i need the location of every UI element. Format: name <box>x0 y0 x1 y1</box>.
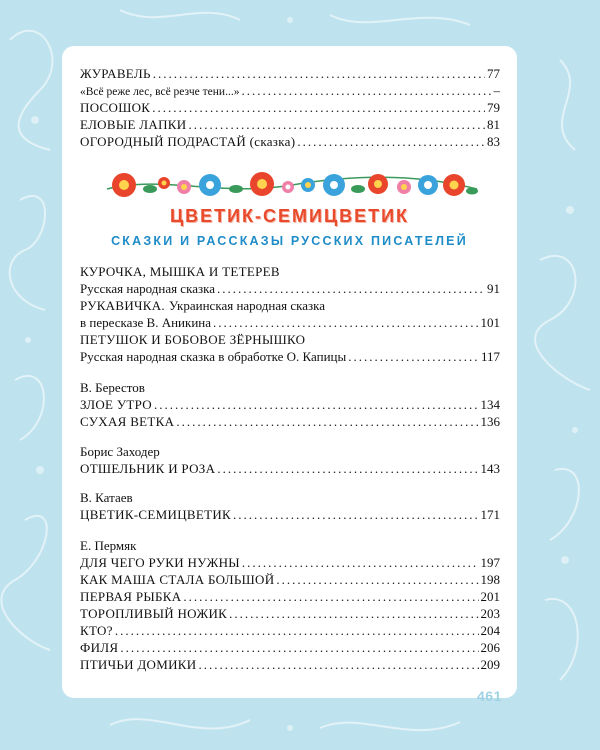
entry-page: 91 <box>487 281 500 296</box>
entry-page: 206 <box>480 640 500 655</box>
entry-title: ЕЛОВЫЕ ЛАПКИ <box>80 117 187 132</box>
toc-author-kataev <box>80 490 500 524</box>
page-number: 461 <box>477 688 502 704</box>
leader-dots <box>229 606 478 622</box>
entry-title: ПТИЧЬИ ДОМИКИ <box>80 657 197 672</box>
entry-page: 83 <box>487 134 500 149</box>
entry-subtitle: в пересказе В. Аникина <box>80 315 211 330</box>
entry-title: ЖУРАВЕЛЬ <box>80 66 151 81</box>
entry-title: ОГОРОДНЫЙ ПОДРАСТАЙ (сказка) <box>80 134 296 149</box>
leader-dots <box>198 657 478 673</box>
section-title: ЦВЕТИК-СЕМИЦВЕТИК <box>169 206 410 226</box>
entry-title: ТОРОПЛИВЫЙ НОЖИК <box>80 606 228 621</box>
entry-subtitle: Русская народная сказка в обработке О. Капицы <box>80 349 347 364</box>
leader-dots <box>188 117 485 133</box>
toc-entry[interactable] <box>80 572 500 589</box>
entry-title: ЦВЕТИК-СЕМИЦВЕТИК <box>80 507 231 522</box>
leader-dots <box>297 134 485 150</box>
toc-entry[interactable] <box>80 507 500 524</box>
entry-page: 117 <box>480 349 500 364</box>
leader-dots <box>213 315 479 331</box>
leader-dots <box>120 640 478 656</box>
leader-dots <box>276 572 478 588</box>
entry-page: 203 <box>480 606 500 621</box>
entry-page: 143 <box>480 461 500 476</box>
leader-dots <box>233 507 479 523</box>
toc-folk-tales <box>80 264 500 366</box>
entry-page: 171 <box>480 507 500 522</box>
leader-dots <box>176 414 478 430</box>
toc-entry-title[interactable] <box>80 332 500 349</box>
entry-note: Украинская народная сказка <box>169 298 326 313</box>
leader-dots <box>348 349 479 365</box>
leader-dots <box>115 623 479 639</box>
entry-page: 79 <box>487 100 500 115</box>
leader-dots <box>242 555 479 571</box>
leader-dots <box>217 281 485 297</box>
toc-entry[interactable] <box>80 117 500 134</box>
toc-entry-title[interactable] <box>80 298 500 315</box>
toc-top-section <box>80 66 500 151</box>
entry-title: ДЛЯ ЧЕГО РУКИ НУЖНЫ <box>80 555 240 570</box>
entry-title: ФИЛЯ <box>80 640 119 655</box>
toc-entry[interactable] <box>80 555 500 572</box>
entry-title: ПЕТУШОК И БОБОВОЕ ЗЁРНЫШКО <box>80 332 306 347</box>
toc-entry[interactable] <box>80 83 500 100</box>
entry-title: ПОСОШОК <box>80 100 151 115</box>
toc-entry[interactable] <box>80 414 500 431</box>
toc-entry[interactable] <box>80 640 500 657</box>
entry-title: КТО? <box>80 623 113 638</box>
toc-author-permyak <box>80 538 500 674</box>
entry-title: ОТШЕЛЬНИК И РОЗА <box>80 461 216 476</box>
entry-page: 136 <box>480 414 500 429</box>
author-name: В. Берестов <box>80 380 145 395</box>
entry-page: 204 <box>480 623 500 638</box>
toc-entry[interactable] <box>80 606 500 623</box>
folk-flower-garland-icon <box>102 167 482 203</box>
entry-title: РУКАВИЧКА. <box>80 298 165 313</box>
entry-page: 134 <box>480 397 500 412</box>
toc-entry[interactable] <box>80 397 500 414</box>
toc-entry-title[interactable] <box>80 264 500 281</box>
author-name: Борис Заходер <box>80 444 160 459</box>
entry-title: «Всё реже лес, всё резче тени...» <box>80 86 240 98</box>
toc-entry[interactable] <box>80 134 500 151</box>
entry-page: 201 <box>480 589 500 604</box>
leader-dots <box>241 83 491 99</box>
entry-page: 197 <box>480 555 500 570</box>
entry-title: ЗЛОЕ УТРО <box>80 397 152 412</box>
entry-page: 198 <box>480 572 500 587</box>
toc-author-zakhoder <box>80 444 500 478</box>
leader-dots <box>152 100 485 116</box>
author-name: В. Катаев <box>80 490 133 505</box>
section-subtitle: СКАЗКИ И РАССКАЗЫ РУССКИХ ПИСАТЕЛЕЙ <box>111 234 468 248</box>
entry-subtitle: Русская народная сказка <box>80 281 215 296</box>
leader-dots <box>217 461 478 477</box>
toc-entry[interactable] <box>80 589 500 606</box>
leader-dots <box>183 589 478 605</box>
toc-entry[interactable] <box>80 623 500 640</box>
entry-page: – <box>493 83 500 98</box>
entry-title: ПЕРВАЯ РЫБКА <box>80 589 182 604</box>
entry-title: СУХАЯ ВЕТКА <box>80 414 175 429</box>
toc-author-berestov <box>80 380 500 431</box>
contents-page <box>62 46 517 698</box>
author-name: Е. Пермяк <box>80 538 137 553</box>
toc-entry[interactable] <box>80 657 500 674</box>
entry-page: 77 <box>487 66 500 81</box>
entry-title: КАК МАША СТАЛА БОЛЬШОЙ <box>80 572 275 587</box>
entry-page: 81 <box>487 117 500 132</box>
leader-dots <box>153 66 485 82</box>
entry-title: КУРОЧКА, МЫШКА И ТЕТЕРЕВ <box>80 264 280 279</box>
leader-dots <box>154 397 479 413</box>
toc-entry[interactable] <box>80 315 500 332</box>
toc-entry[interactable] <box>80 349 500 366</box>
entry-page: 209 <box>480 657 500 672</box>
toc-entry[interactable] <box>80 461 500 478</box>
toc-entry[interactable] <box>80 281 500 298</box>
toc-entry[interactable] <box>80 100 500 117</box>
toc-entry[interactable] <box>80 66 500 83</box>
entry-page: 101 <box>480 315 500 330</box>
